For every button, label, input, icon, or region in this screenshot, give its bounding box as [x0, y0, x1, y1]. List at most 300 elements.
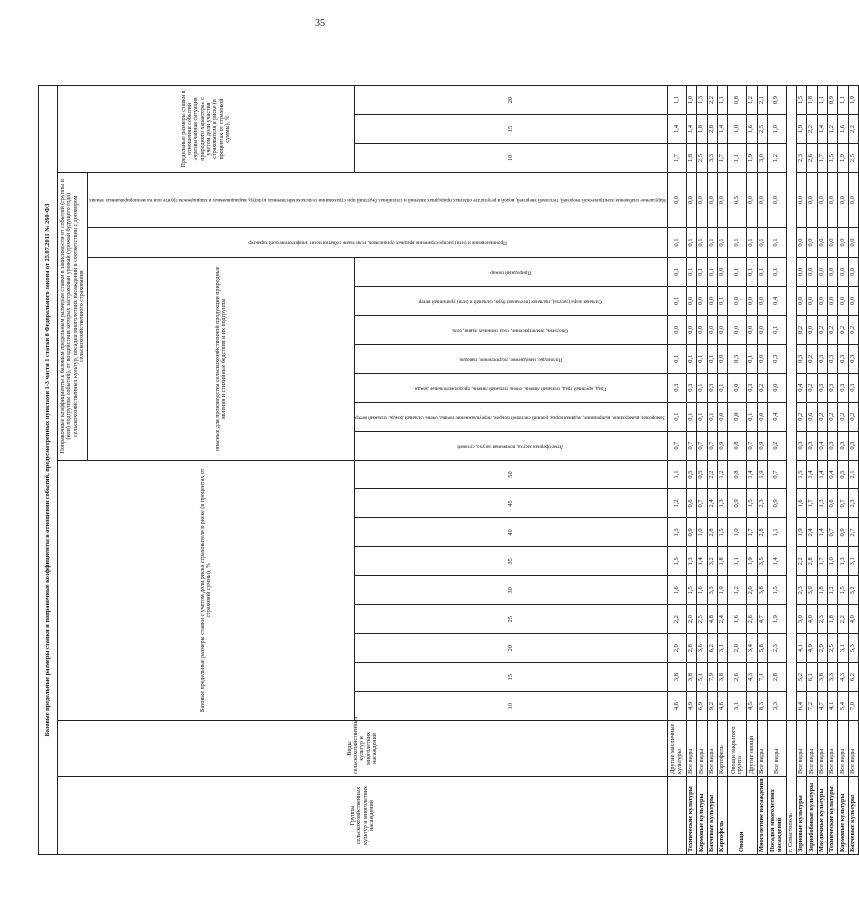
base-rate-cell: 3,3 — [707, 576, 717, 605]
group-name: Масличные культуры — [817, 777, 827, 855]
base-rate-cell: 0,7 — [697, 489, 707, 518]
pests-coef-cell: 0,0 — [807, 228, 817, 258]
base-rate-cell: 2,5 — [697, 605, 707, 634]
coef-cell: 0,3 — [767, 344, 786, 373]
base-rate-cell: 1,3 — [817, 489, 827, 518]
base-rate-cell: 1,5 — [686, 576, 696, 605]
rate-col-header: 25 — [354, 605, 667, 634]
power-coef-cell: 0,5 — [728, 173, 747, 228]
crop-type: Все виды — [757, 721, 767, 777]
base-rate-cell: 0,9 — [838, 518, 848, 547]
max-rate-cell: 1,1 — [838, 86, 848, 115]
base-rate-cell: 1,4 — [697, 547, 707, 576]
pests-header: Проникновение и (или) распространение вредных организмов, если такие события носят эпифитотический характер — [88, 228, 668, 258]
base-rate-cell: 0,4 — [827, 460, 837, 489]
base-rate-cell: 3,1 — [848, 547, 858, 576]
group-name: Многолетние насаждения — [757, 777, 767, 855]
base-rate-cell: 3,3 — [767, 692, 786, 721]
base-rate-cell: 2,5 — [827, 634, 837, 663]
base-rate-cell: 0,5 — [838, 460, 848, 489]
base-rate-cell: 0,5 — [686, 460, 696, 489]
max-rate-cell: 0,9 — [767, 86, 786, 115]
base-rate-cell: 1,3 — [668, 518, 687, 547]
power-coef-cell: 0,0 — [686, 173, 696, 228]
base-rate-cell: 2,4 — [717, 605, 727, 634]
coef-cell: 0,1 — [717, 373, 727, 402]
coef-cell: 0,2 — [848, 315, 858, 344]
coef-cell: 0,2 — [848, 402, 858, 431]
table-row — [668, 86, 687, 855]
coef-cell: 0,3 — [848, 344, 858, 373]
base-rate-cell: 3,8 — [686, 663, 696, 692]
base-rate-cell: 3,1 — [838, 634, 848, 663]
coef-cell: 0,3 — [796, 431, 806, 460]
coef-cell: 0,0 — [848, 286, 858, 315]
base-rate-cell: 6,2 — [848, 663, 858, 692]
base-rate-cell: 1,2 — [827, 576, 837, 605]
base-rate-cell: 3,0 — [807, 576, 817, 605]
coef-cell: 0,3 — [817, 344, 827, 373]
crop-type: Все виды — [767, 721, 786, 777]
base-rate-cell: 1,9 — [717, 576, 727, 605]
coef-cell: 0,0 — [728, 373, 747, 402]
coef-cell: 0,1 — [747, 344, 757, 373]
base-rate-cell: 0,8 — [728, 460, 747, 489]
coef-cell: 0,2 — [838, 402, 848, 431]
base-rate-cell: 4,3 — [747, 663, 757, 692]
pests-coef-cell: 0,1 — [757, 228, 767, 258]
base-rate-cell: 3,3 — [827, 663, 837, 692]
base-rate-cell: 1,5 — [838, 576, 848, 605]
base-rate-cell: 1,4 — [817, 518, 827, 547]
table-row — [697, 86, 707, 855]
max-rate-cell: 1,7 — [817, 144, 827, 173]
base-rate-cell: 4,6 — [717, 692, 727, 721]
base-rate-cell: 2,2 — [707, 460, 717, 489]
max-rate-cell: 2,6 — [807, 144, 817, 173]
coef-cell: 0,4 — [796, 373, 806, 402]
base-rate-cell: 1,9 — [757, 460, 767, 489]
table-row — [848, 86, 858, 855]
coef-cell: 0,7 — [707, 431, 717, 460]
base-rate-cell: 2,4 — [807, 518, 817, 547]
event-col-header: Град, крупный град, сильный ливень, очень сильный ливень, продолжительные дожди — [354, 373, 667, 402]
base-rate-cell: 3,2 — [848, 576, 858, 605]
table-row — [767, 86, 786, 855]
page-number: 35 — [315, 18, 325, 29]
power-coef-cell: 0,0 — [747, 173, 757, 228]
power-coef-cell: 0,0 — [707, 173, 717, 228]
max-rate-cell: 1,5 — [827, 144, 837, 173]
coef-cell: 0,2 — [838, 315, 848, 344]
crop-type: Все виды — [848, 721, 858, 777]
coef-cell: 0,0 — [807, 315, 817, 344]
base-rate-cell: 3,8 — [817, 663, 827, 692]
coef-cell: 0,0 — [728, 315, 747, 344]
coef-cell: 0,1 — [686, 258, 696, 287]
base-rate-cell: 2,9 — [817, 634, 827, 663]
base-rate-cell: 6,9 — [697, 692, 707, 721]
coef-cell: 0,0 — [717, 344, 727, 373]
group-name: Картофель — [717, 777, 727, 855]
base-rate-cell: 2,8 — [686, 634, 696, 663]
max-rate-cell: 1,1 — [717, 86, 727, 115]
coef-cell: 0,0 — [838, 286, 848, 315]
coef-cell: 0,4 — [767, 286, 786, 315]
power-coef-cell: 0,0 — [767, 173, 786, 228]
coef-cell: 0,0 — [848, 258, 858, 287]
base-rate-cell: 1,9 — [747, 547, 757, 576]
base-rate-cell: 2,3 — [817, 605, 827, 634]
coef-cell: 0,0 — [796, 286, 806, 315]
max-rate-cell: 1,6 — [838, 115, 848, 144]
base-rate-cell: 3,6 — [697, 634, 707, 663]
base-rate-cell: 4,9 — [686, 692, 696, 721]
base-rate-cell: 6,4 — [796, 692, 806, 721]
max-rate-cell: 1,4 — [668, 115, 687, 144]
base-rate-cell: 0,6 — [827, 489, 837, 518]
coef-cell: 0,0 — [717, 315, 727, 344]
base-rate-cell: 7,9 — [707, 663, 717, 692]
coef-cell: 0,0 — [697, 286, 707, 315]
base-rate-cell: 3,8 — [757, 576, 767, 605]
crop-type: Все виды — [697, 721, 707, 777]
max-rate-cell: 1,3 — [697, 86, 707, 115]
coef-cell: 0,2 — [796, 315, 806, 344]
coef-cell: 0,7 — [697, 431, 707, 460]
pests-coef-cell: 0,1 — [728, 228, 747, 258]
coef-cell: 0,9 — [717, 431, 727, 460]
base-rate-cell: 4,1 — [796, 634, 806, 663]
coef-cell: 0,2 — [767, 431, 786, 460]
base-rate-cell: 1,6 — [668, 576, 687, 605]
max-rate-cell: 1,2 — [747, 86, 757, 115]
base-rate-cell: 1,5 — [767, 576, 786, 605]
base-rate-cell: 2,1 — [848, 460, 858, 489]
max-rate-cell: 1,0 — [686, 86, 696, 115]
coef-cell: 0,9 — [757, 431, 767, 460]
max-rate-cell: 1,9 — [838, 144, 848, 173]
rate-col-header: 40 — [354, 518, 667, 547]
max-rate-cell: 2,3 — [796, 144, 806, 173]
base-rate-cell: 3,2 — [707, 547, 717, 576]
max-rate-cell: 2,2 — [848, 115, 858, 144]
coef-cell: 0,3 — [827, 373, 837, 402]
max-rate-cell: 0,9 — [827, 86, 837, 115]
power-coef-cell: 0,0 — [796, 173, 806, 228]
group-name: Кормовые культуры — [838, 777, 848, 855]
base-rate-cell: 1,2 — [668, 489, 687, 518]
coef-cell: 0,1 — [668, 258, 687, 287]
base-rate-cell: 0,9 — [728, 489, 747, 518]
base-rate-cell: 1,9 — [796, 518, 806, 547]
coef-cell: 0,0 — [747, 286, 757, 315]
table-row — [757, 86, 767, 855]
coef-cell: 0,7 — [668, 431, 687, 460]
rate-col-header: 50 — [354, 460, 667, 489]
table-row — [728, 86, 747, 855]
event-col-header: Оползень, землетрясение, сход снежных лавин, сель — [354, 315, 667, 344]
base-rate-cell: 1,2 — [717, 460, 727, 489]
base-rate-cell: 2,0 — [747, 576, 757, 605]
table-row — [747, 86, 757, 855]
pests-coef-cell: 0,0 — [817, 228, 827, 258]
base-rate-cell: 4,7 — [757, 605, 767, 634]
coef-cell: 0,0 — [817, 258, 827, 287]
table-row — [827, 86, 837, 855]
base-rate-cell: 1,7 — [807, 489, 817, 518]
coef-cell: 0,1 — [717, 286, 727, 315]
coef-cell: 0,0 — [838, 258, 848, 287]
base-rate-cell: 1,5 — [717, 518, 727, 547]
table-row — [838, 86, 848, 855]
rate-col-header: 30 — [354, 576, 667, 605]
pests-coef-cell: 0,1 — [686, 228, 696, 258]
region-row-filler — [786, 86, 796, 721]
max-rate-cell: 3,3 — [707, 144, 717, 173]
base-rate-cell: 2,7 — [848, 518, 858, 547]
base-rate-cell: 5,1 — [697, 663, 707, 692]
max-rate-cell: 1,6 — [747, 115, 757, 144]
base-rate-cell: 1,1 — [728, 547, 747, 576]
power-failure-header: Нарушение снабжения электрической энергией, тепловой энергией, водой в результате опасных природных явлений и стихийных бедствий при страховании сельскохозяйственных культур, выращиваемых в защищенном грунте или на мелиорированных землях — [88, 173, 668, 228]
max-rate-cell: 1,1 — [668, 86, 687, 115]
coef-cell: 0,3 — [668, 373, 687, 402]
max-rates-header: Предельные размеры ставки в отношении событий «чрезвычайная ситуация природного характера» с учетом доли участия страхователя в риске (в процентах от страховой суммы), % — [58, 86, 355, 173]
crop-type: Картофель — [717, 721, 727, 777]
power-coef-cell: 0,0 — [717, 173, 727, 228]
event-col-header: Природный пожар — [354, 258, 667, 287]
base-rate-cell: 2,2 — [668, 605, 687, 634]
coef-cell: 0,1 — [707, 258, 717, 287]
base-rate-cell: 1,5 — [747, 489, 757, 518]
coef-cell: 0,2 — [757, 373, 767, 402]
base-rate-cell: 1,4 — [807, 460, 817, 489]
group-name: Технические культуры — [827, 777, 837, 855]
base-rate-cell: 3,8 — [717, 663, 727, 692]
coef-cell: 0,0 — [757, 315, 767, 344]
coef-cell: 0,3 — [707, 373, 717, 402]
coef-cell: 0,4 — [817, 431, 827, 460]
base-rate-cell: 5,2 — [796, 663, 806, 692]
crop-type: Все виды — [707, 721, 717, 777]
base-rate-cell: 2,8 — [767, 663, 786, 692]
coef-cell: 0,1 — [697, 373, 707, 402]
event-col-header: Заморозки, вымерзание, выпревание, ледяная корка, ранний снеговой покров, переувлажнение почвы, очень сильный дождь, сильный ветер — [354, 402, 667, 431]
coef-cell: 0,0 — [807, 258, 817, 287]
base-rate-cell: 2,3 — [796, 576, 806, 605]
table-row — [717, 86, 727, 855]
pests-coef-cell: 0,1 — [747, 228, 757, 258]
power-coef-cell: 0,0 — [827, 173, 837, 228]
base-rate-cell: 4,5 — [747, 692, 757, 721]
coef-cell: 0,1 — [668, 286, 687, 315]
base-rate-cell: 0,5 — [697, 460, 707, 489]
base-rate-cell: 1,3 — [686, 547, 696, 576]
base-rate-cell: 2,2 — [838, 605, 848, 634]
crop-type: Все виды — [827, 721, 837, 777]
base-rate-cell: 2,3 — [767, 634, 786, 663]
coef-cell: 0,2 — [807, 373, 817, 402]
coef-cell: 0,1 — [697, 344, 707, 373]
coef-cell: 0,0 — [717, 402, 727, 431]
max-rate-cell: 2,8 — [707, 115, 717, 144]
base-rate-cell: 2,6 — [728, 663, 747, 692]
base-rate-cell: 4,3 — [838, 663, 848, 692]
crop-type: Все виды — [807, 721, 817, 777]
base-rate-cell: 3,8 — [668, 663, 687, 692]
base-rate-cell: 4,0 — [848, 605, 858, 634]
crop-type: Все виды — [686, 721, 696, 777]
rates-table — [38, 85, 859, 855]
pests-coef-cell: 0,0 — [838, 228, 848, 258]
base-rate-cell: 1,4 — [767, 547, 786, 576]
base-rate-cell: 9,2 — [707, 692, 717, 721]
base-rate-cell: 8,3 — [757, 692, 767, 721]
power-coef-cell: 0,0 — [817, 173, 827, 228]
coef-cell: 0,0 — [728, 402, 747, 431]
base-rate-cell: 7,1 — [757, 663, 767, 692]
coef-cell: 0,1 — [707, 402, 717, 431]
max-rate-cell: 2,2 — [707, 86, 717, 115]
rate-col-header: 10 — [354, 692, 667, 721]
coef-cell: 0,2 — [827, 402, 837, 431]
region-name: г. Севастополь — [786, 721, 796, 855]
power-coef-cell: 0,0 — [848, 173, 858, 228]
coef-cell: 0,2 — [827, 315, 837, 344]
crop-type: Все виды — [838, 721, 848, 777]
base-rate-cell: 2,4 — [707, 489, 717, 518]
coef-cell: 0,1 — [767, 258, 786, 287]
base-rate-cell: 1,2 — [728, 576, 747, 605]
coef-cell: 0,1 — [668, 344, 687, 373]
group-name: Кормовые культуры — [697, 777, 707, 855]
base-rate-cell: 1,0 — [728, 518, 747, 547]
coef-cell: 0,2 — [817, 402, 827, 431]
base-rate-cell: 1,3 — [717, 489, 727, 518]
rate-col-header: 15 — [354, 663, 667, 692]
max-rate-cell: 1,1 — [817, 86, 827, 115]
rate-col-header: 20 — [354, 634, 667, 663]
base-rate-cell: 2,6 — [747, 605, 757, 634]
table-row — [707, 86, 717, 855]
max-rate-cell: 3,0 — [757, 144, 767, 173]
coef-cell: 0,1 — [728, 258, 747, 287]
group-name: Посадки многолетних насаждений — [767, 777, 786, 855]
pests-coef-cell: 0,0 — [796, 228, 806, 258]
coef-cell: 0,3 — [838, 344, 848, 373]
base-rate-cell: 1,5 — [668, 547, 687, 576]
base-rate-cell: 2,0 — [728, 634, 747, 663]
coef-cell: 0,0 — [827, 258, 837, 287]
power-coef-cell: 0,0 — [697, 173, 707, 228]
base-rate-cell: 2,8 — [707, 518, 717, 547]
max-rate-cell: 2,5 — [697, 144, 707, 173]
coef-cell: 0,3 — [838, 373, 848, 402]
base-rate-cell: 4,1 — [827, 692, 837, 721]
base-rate-cell: 7,2 — [807, 692, 817, 721]
coef-cell: 0,8 — [728, 431, 747, 460]
max-rate-cell: 1,8 — [807, 86, 817, 115]
max-rate-cell: 2,5 — [757, 115, 767, 144]
max-rate-cell: 2,1 — [757, 86, 767, 115]
base-rate-cell: 4,7 — [817, 692, 827, 721]
base-rate-cell: 2,0 — [686, 605, 696, 634]
pests-coef-cell: 0,0 — [848, 228, 858, 258]
coef-cell: 0,2 — [807, 344, 817, 373]
base-rate-cell: 0,7 — [838, 489, 848, 518]
coef-cell: 0,0 — [747, 315, 757, 344]
region-row — [786, 86, 796, 855]
coef-cell: 0,1 — [668, 402, 687, 431]
base-rate-cell: 0,9 — [686, 518, 696, 547]
max-rate-cell: 1,9 — [796, 115, 806, 144]
max-rate-cell: 1,4 — [686, 115, 696, 144]
group-name: Зернобобовые культуры — [807, 777, 817, 855]
coefficients-header: Поправочные коэффициенты к базовым предельным размерам ставки в зависимости от событий (группы и (или) подгруппы событий), от воздействия которых застрахован урожай (урожай будущего года) сельскохозяйственных культур, посадки многолетних насаждений в соответствии с договором сельскохозяйственного страхования — [58, 173, 88, 461]
coef-cell: 0,2 — [817, 315, 827, 344]
coef-cell: 0,1 — [686, 344, 696, 373]
base-rate-cell: 2,3 — [848, 489, 858, 518]
coef-cell: 0,3 — [686, 373, 696, 402]
coef-cell: 0,6 — [807, 402, 817, 431]
pests-coef-cell: 0,1 — [717, 228, 727, 258]
coef-cell: 0,3 — [848, 431, 858, 460]
event-col-header: Половодье, наводнение, подтопление, паводок — [354, 344, 667, 373]
base-rate-cell: 1,6 — [697, 576, 707, 605]
coef-cell: 0,3 — [848, 373, 858, 402]
coef-cell: 0,1 — [697, 258, 707, 287]
table-title: Базовые предельные размеры ставки и поправочные коэффициенты в отношении событий, предусмотренных пунктами 1-3 части 1 статьи 8 Федерального закона от 25.07.2011 № 260-ФЗ — [39, 86, 58, 855]
coef-cell: 0,0 — [728, 286, 747, 315]
base-rate-cell: 1,1 — [668, 460, 687, 489]
base-rate-cell: 6,1 — [807, 663, 817, 692]
max-rate-cell: 1,9 — [747, 144, 757, 173]
group-name — [668, 777, 687, 855]
max-col-header: 10 — [354, 144, 667, 173]
coef-cell: 0,3 — [796, 344, 806, 373]
table-row — [796, 86, 806, 855]
crop-type: Овощи закрытого грунта — [728, 721, 747, 777]
max-rate-cell: 2,2 — [807, 115, 817, 144]
coef-cell: 0,1 — [707, 344, 717, 373]
base-rate-cell: 4,6 — [668, 692, 687, 721]
coef-cell: 0,3 — [807, 431, 817, 460]
base-rate-cell: 1,0 — [827, 547, 837, 576]
table-row — [686, 86, 696, 855]
coef-cell: 0,7 — [747, 431, 757, 460]
base-rate-cell: 1,4 — [817, 460, 827, 489]
rate-col-header: 45 — [354, 489, 667, 518]
crop-type: Все виды — [817, 721, 827, 777]
coef-cell: 0,1 — [697, 402, 707, 431]
base-rate-cell: 5,4 — [838, 692, 848, 721]
coef-cell: 0,0 — [767, 373, 786, 402]
base-rate-cell: 3,1 — [728, 692, 747, 721]
coef-cell: 0,0 — [817, 286, 827, 315]
max-rate-cell: 1,2 — [827, 115, 837, 144]
max-rate-cell: 1,0 — [728, 115, 747, 144]
group-name: Зерновые культуры — [796, 777, 806, 855]
coef-cell: 0,1 — [686, 402, 696, 431]
max-rate-cell: 1,8 — [686, 144, 696, 173]
pests-coef-cell: 0,1 — [697, 228, 707, 258]
groups-header: Группы сельскохозяйственных культур и многолетних насаждений — [58, 777, 668, 855]
base-rate-cell: 3,0 — [796, 605, 806, 634]
coef-cell: 0,7 — [686, 431, 696, 460]
group-name: Бахчевые культуры — [848, 777, 858, 855]
pests-coef-cell: 0,1 — [707, 228, 717, 258]
